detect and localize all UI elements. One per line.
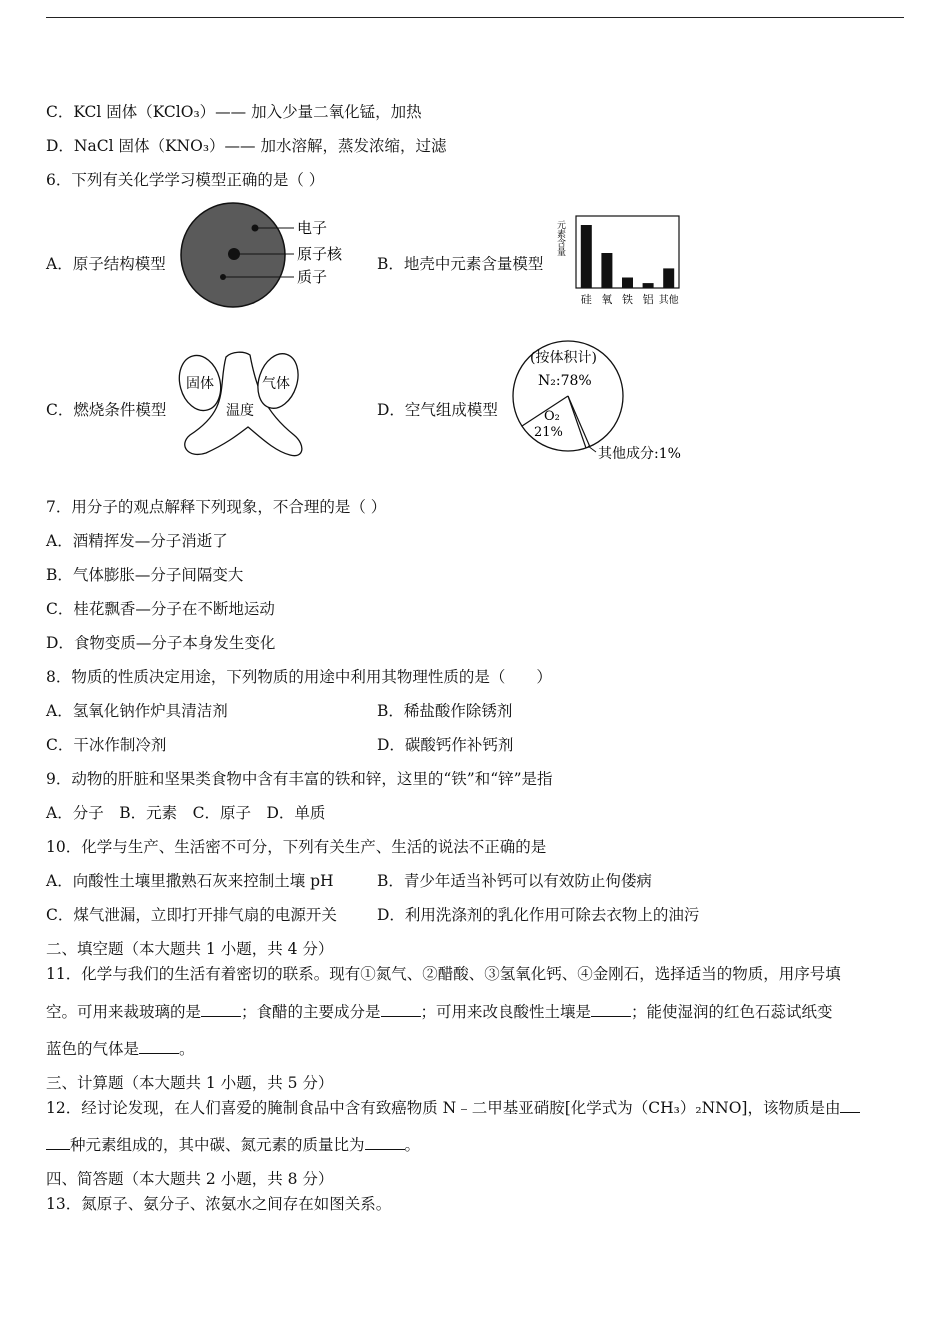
header-rule <box>46 17 904 18</box>
section-short-answer-heading: 四、简答题（本大题共 2 小题，共 8 分） <box>46 1170 334 1188</box>
q11-text-soil: ；可用来改良酸性土壤是 <box>420 1003 592 1021</box>
x-tick-label: 铝 <box>642 293 654 306</box>
q11-text-glass: 空。可用来裁玻璃的是 <box>46 1003 202 1021</box>
q8-option-a: A．氢氧化钠作炉具清洁剂 <box>46 702 228 720</box>
label-electron: 电子 <box>297 219 328 237</box>
bar-2 <box>622 278 633 289</box>
q11-blank-3[interactable] <box>591 1002 631 1017</box>
section-calculation-heading: 三、计算题（本大题共 1 小题，共 5 分） <box>46 1074 334 1092</box>
q11-text-litmus: ；能使湿润的红色石蕊试纸变 <box>631 1003 833 1021</box>
q10-stem: 10．化学与生产、生活密不可分，下列有关生产、生活的说法不正确的是 <box>46 838 547 856</box>
atom-model-figure <box>178 202 368 312</box>
q6-option-d: D．空气组成模型 <box>377 401 498 419</box>
q11-text-vinegar: ；食醋的主要成分是 <box>241 1003 381 1021</box>
label-n2: N₂:78% <box>538 373 592 389</box>
label-proton: 质子 <box>297 268 328 286</box>
section-fill-blank-heading: 二、填空题（本大题共 1 小题，共 4 分） <box>46 940 334 958</box>
q7-option-d: D．食物变质—分子本身发生变化 <box>46 634 276 652</box>
q11-text-gas: 蓝色的气体是 <box>46 1040 140 1058</box>
q12-blank-2[interactable] <box>365 1135 405 1150</box>
q11-line-1: 11．化学与我们的生活有着密切的联系。现有①氮气、②醋酸、③氢氧化钙、④金刚石，选择适当的物质，用序号填 <box>46 965 841 983</box>
q9-options: A．分子 B．元素 C．原子 D．单质 <box>46 804 326 822</box>
bar-1 <box>601 253 612 288</box>
bar-0 <box>581 225 592 288</box>
q8-stem: 8．物质的性质决定用途，下列物质的用途中利用其物理性质的是（ ） <box>46 668 552 686</box>
q13-stem: 13．氮原子、氨分子、浓氨水之间存在如图关系。 <box>46 1195 392 1213</box>
q9-stem: 9．动物的肝脏和坚果类食物中含有丰富的铁和锌，这里的“铁”和“锌”是指 <box>46 770 553 788</box>
bar-4 <box>663 268 674 288</box>
q6-option-c: C．燃烧条件模型 <box>46 401 167 419</box>
q8-option-c: C．干冰作制冷剂 <box>46 736 167 754</box>
label-header: (按体积计) <box>530 350 597 366</box>
label-gas: 气体 <box>262 376 290 392</box>
q11-blank-2[interactable] <box>381 1002 421 1017</box>
q12-text-end: 。 <box>404 1136 421 1154</box>
q7-option-c: C．桂花飘香—分子在不断地运动 <box>46 600 275 618</box>
q10-option-d: D．利用洗涤剂的乳化作用可除去衣物上的油污 <box>377 906 700 924</box>
combustion-model-figure <box>178 347 308 467</box>
air-composition-figure <box>510 338 696 472</box>
label-nucleus: 原子核 <box>297 245 343 263</box>
q11-blank-4[interactable] <box>139 1039 179 1054</box>
q5-option-d: D．NaCl 固体（KNO₃）—— 加水溶解，蒸发浓缩，过滤 <box>46 137 447 155</box>
q7-option-b: B．气体膨胀—分子间隔变大 <box>46 566 244 584</box>
q10-option-c: C．煤气泄漏，立即打开排气扇的电源开关 <box>46 906 337 924</box>
bar-3 <box>643 283 654 288</box>
crust-element-chart <box>556 212 686 312</box>
other-leader <box>588 446 596 452</box>
x-tick-label: 氧 <box>601 293 613 306</box>
label-o2-percent: 21% <box>534 425 563 440</box>
q11-blank-1[interactable] <box>201 1002 241 1017</box>
q12-text-2: 种元素组成的，其中碳、氮元素的质量比为 <box>70 1136 365 1154</box>
q10-option-a: A．向酸性土壤里撒熟石灰来控制土壤 pH <box>46 872 334 890</box>
q10-option-b: B．青少年适当补钙可以有效防止佝偻病 <box>377 872 652 890</box>
q11-line-2 <box>46 1002 833 1022</box>
q6-stem: 6．下列有关化学学习模型正确的是（ ） <box>46 171 325 189</box>
q7-option-a: A．酒精挥发—分子消逝了 <box>46 532 228 550</box>
q11-text-end: 。 <box>179 1040 195 1058</box>
q12-text-1: 12．经讨论发现，在人们喜爱的腌制食品中含有致癌物质 N﹣二甲基亚硝胺[化学式为（CH₃）₂NNO]，该物质是由 <box>46 1099 841 1117</box>
x-tick-label: 硅 <box>580 293 592 306</box>
q12-blank-1a[interactable] <box>840 1098 860 1113</box>
q7-stem: 7．用分子的观点解释下列现象，不合理的是（ ） <box>46 498 387 516</box>
x-tick-label: 其他 <box>658 295 679 306</box>
label-temperature: 温度 <box>226 403 254 419</box>
label-solid: 固体 <box>186 376 214 392</box>
label-o2: O₂ <box>544 409 560 424</box>
q8-option-d: D．碳酸钙作补钙剂 <box>377 736 514 754</box>
chart-ylabel: 元素含量 <box>556 220 565 256</box>
q6-option-b: B．地壳中元素含量模型 <box>377 255 544 273</box>
q11-line-3 <box>46 1039 195 1059</box>
q12-line-1 <box>46 1098 860 1118</box>
q5-option-c: C．KCl 固体（KClO₃）—— 加入少量二氧化锰，加热 <box>46 103 422 121</box>
q12-blank-1b[interactable] <box>46 1135 70 1150</box>
x-tick-label: 铁 <box>622 293 633 306</box>
q8-option-b: B．稀盐酸作除锈剂 <box>377 702 513 720</box>
q6-option-a: A．原子结构模型 <box>46 255 166 273</box>
label-other: 其他成分:1% <box>598 446 681 462</box>
q12-line-2 <box>46 1135 420 1155</box>
